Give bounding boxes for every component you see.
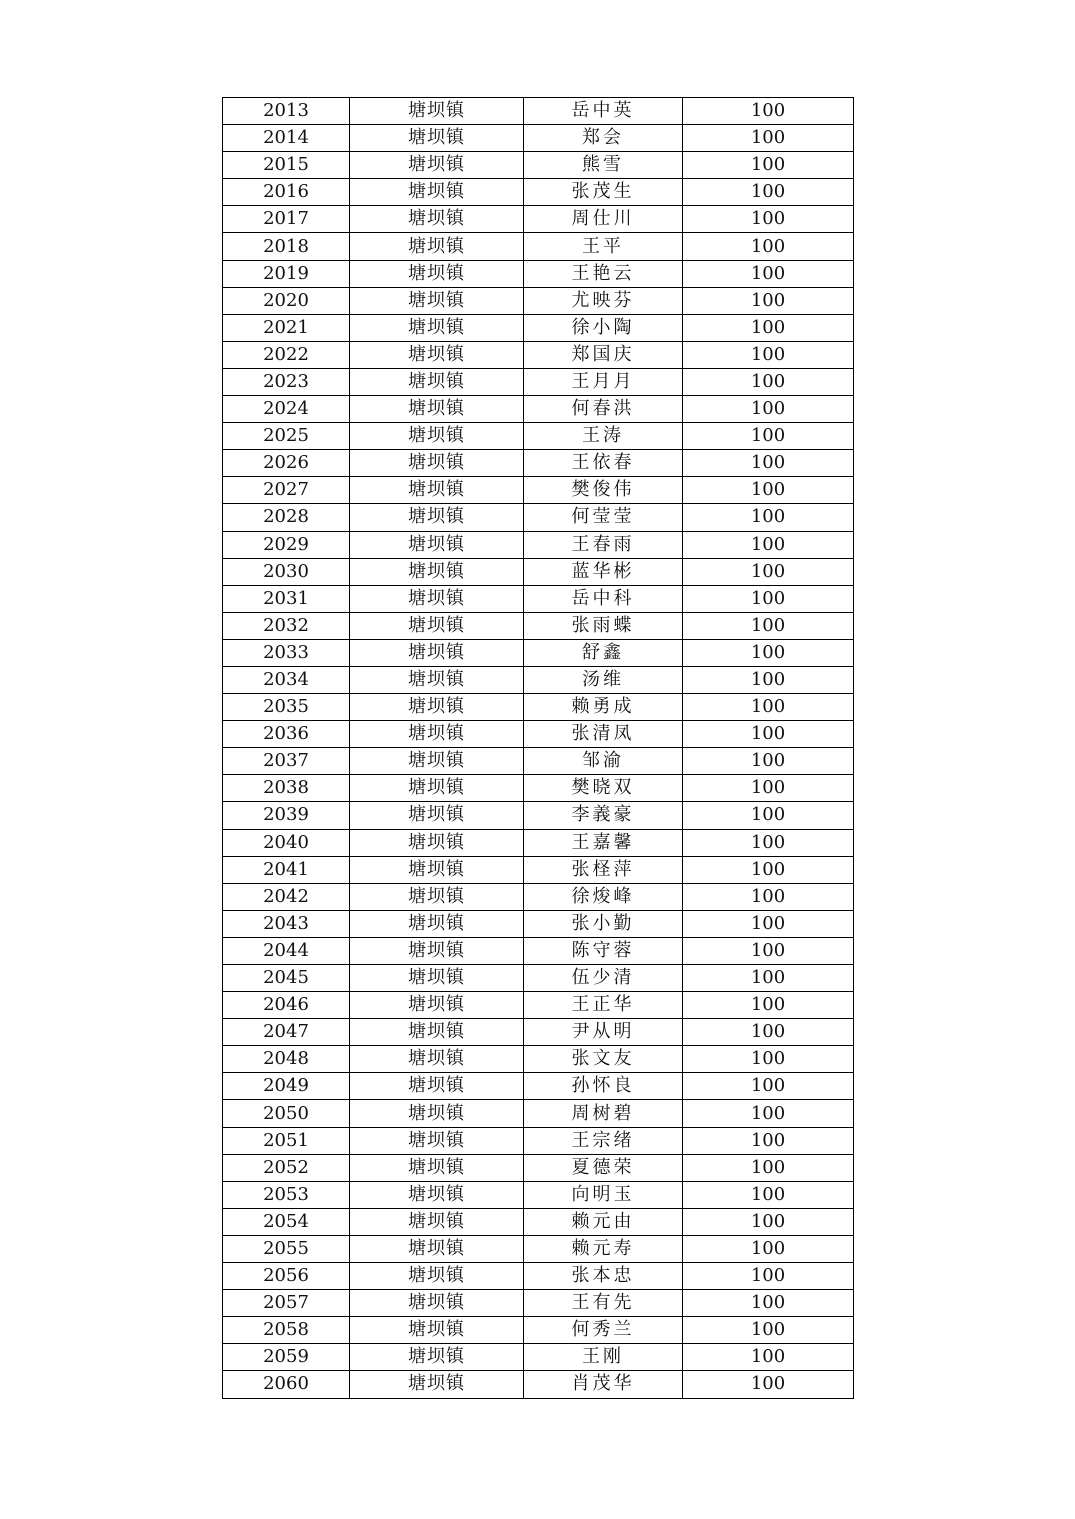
person-name-cell: 伍少清 — [524, 965, 683, 992]
amount-cell: 100 — [683, 666, 854, 693]
table-row — [223, 775, 854, 802]
table-row — [223, 558, 854, 585]
table-row — [223, 1290, 854, 1317]
person-name-cell: 王涛 — [524, 423, 683, 450]
roster-table-body — [223, 98, 854, 1399]
row-number-cell: 2047 — [223, 1019, 350, 1046]
table-row — [223, 341, 854, 368]
person-name-cell: 孙怀良 — [524, 1073, 683, 1100]
person-name-cell: 王嘉馨 — [524, 829, 683, 856]
row-number-cell: 2022 — [223, 341, 350, 368]
town-cell: 塘坝镇 — [350, 992, 524, 1019]
amount-cell: 100 — [683, 1154, 854, 1181]
town-cell: 塘坝镇 — [350, 423, 524, 450]
row-number-cell: 2055 — [223, 1235, 350, 1262]
row-number-cell: 2036 — [223, 721, 350, 748]
row-number-cell: 2046 — [223, 992, 350, 1019]
amount-cell: 100 — [683, 260, 854, 287]
town-cell: 塘坝镇 — [350, 233, 524, 260]
row-number-cell: 2031 — [223, 585, 350, 612]
person-name-cell: 张小勤 — [524, 910, 683, 937]
row-number-cell: 2049 — [223, 1073, 350, 1100]
person-name-cell: 王依春 — [524, 450, 683, 477]
town-cell: 塘坝镇 — [350, 314, 524, 341]
row-number-cell: 2018 — [223, 233, 350, 260]
row-number-cell: 2024 — [223, 396, 350, 423]
row-number-cell: 2056 — [223, 1263, 350, 1290]
town-cell: 塘坝镇 — [350, 1290, 524, 1317]
row-number-cell: 2045 — [223, 965, 350, 992]
person-name-cell: 徐焌峰 — [524, 883, 683, 910]
town-cell: 塘坝镇 — [350, 775, 524, 802]
amount-cell: 100 — [683, 423, 854, 450]
person-name-cell: 何秀兰 — [524, 1317, 683, 1344]
row-number-cell: 2051 — [223, 1127, 350, 1154]
table-row — [223, 1073, 854, 1100]
amount-cell: 100 — [683, 775, 854, 802]
amount-cell: 100 — [683, 1371, 854, 1398]
row-number-cell: 2044 — [223, 937, 350, 964]
table-row — [223, 612, 854, 639]
row-number-cell: 2039 — [223, 802, 350, 829]
table-row — [223, 1127, 854, 1154]
person-name-cell: 肖茂华 — [524, 1371, 683, 1398]
amount-cell: 100 — [683, 1263, 854, 1290]
town-cell: 塘坝镇 — [350, 910, 524, 937]
person-name-cell: 张文友 — [524, 1046, 683, 1073]
row-number-cell: 2050 — [223, 1100, 350, 1127]
row-number-cell: 2043 — [223, 910, 350, 937]
row-number-cell: 2041 — [223, 856, 350, 883]
amount-cell: 100 — [683, 396, 854, 423]
amount-cell: 100 — [683, 639, 854, 666]
town-cell: 塘坝镇 — [350, 504, 524, 531]
row-number-cell: 2037 — [223, 748, 350, 775]
person-name-cell: 赖勇成 — [524, 694, 683, 721]
table-row — [223, 477, 854, 504]
town-cell: 塘坝镇 — [350, 152, 524, 179]
town-cell: 塘坝镇 — [350, 477, 524, 504]
row-number-cell: 2013 — [223, 98, 350, 125]
person-name-cell: 李義豪 — [524, 802, 683, 829]
town-cell: 塘坝镇 — [350, 748, 524, 775]
table-row — [223, 965, 854, 992]
person-name-cell: 周仕川 — [524, 206, 683, 233]
table-row — [223, 1371, 854, 1398]
person-name-cell: 郑会 — [524, 125, 683, 152]
row-number-cell: 2040 — [223, 829, 350, 856]
amount-cell: 100 — [683, 125, 854, 152]
table-row — [223, 883, 854, 910]
town-cell: 塘坝镇 — [350, 179, 524, 206]
person-name-cell: 王有先 — [524, 1290, 683, 1317]
amount-cell: 100 — [683, 179, 854, 206]
person-name-cell: 樊俊伟 — [524, 477, 683, 504]
person-name-cell: 徐小陶 — [524, 314, 683, 341]
row-number-cell: 2054 — [223, 1208, 350, 1235]
row-number-cell: 2032 — [223, 612, 350, 639]
table-row — [223, 748, 854, 775]
amount-cell: 100 — [683, 1290, 854, 1317]
row-number-cell: 2048 — [223, 1046, 350, 1073]
table-row — [223, 694, 854, 721]
person-name-cell: 张清凤 — [524, 721, 683, 748]
town-cell: 塘坝镇 — [350, 98, 524, 125]
table-row — [223, 639, 854, 666]
person-name-cell: 王正华 — [524, 992, 683, 1019]
amount-cell: 100 — [683, 1235, 854, 1262]
table-row — [223, 504, 854, 531]
town-cell: 塘坝镇 — [350, 206, 524, 233]
roster-table — [222, 97, 854, 1399]
row-number-cell: 2052 — [223, 1154, 350, 1181]
table-row — [223, 802, 854, 829]
person-name-cell: 郑国庆 — [524, 341, 683, 368]
amount-cell: 100 — [683, 504, 854, 531]
person-name-cell: 王宗绪 — [524, 1127, 683, 1154]
town-cell: 塘坝镇 — [350, 856, 524, 883]
table-row — [223, 1235, 854, 1262]
person-name-cell: 尹从明 — [524, 1019, 683, 1046]
town-cell: 塘坝镇 — [350, 1208, 524, 1235]
amount-cell: 100 — [683, 287, 854, 314]
table-row — [223, 721, 854, 748]
table-row — [223, 1100, 854, 1127]
town-cell: 塘坝镇 — [350, 1100, 524, 1127]
table-row — [223, 1263, 854, 1290]
table-row — [223, 829, 854, 856]
person-name-cell: 张雨蝶 — [524, 612, 683, 639]
person-name-cell: 周树碧 — [524, 1100, 683, 1127]
town-cell: 塘坝镇 — [350, 1046, 524, 1073]
person-name-cell: 赖元寿 — [524, 1235, 683, 1262]
person-name-cell: 何莹莹 — [524, 504, 683, 531]
table-row — [223, 531, 854, 558]
amount-cell: 100 — [683, 1181, 854, 1208]
person-name-cell: 张本忠 — [524, 1263, 683, 1290]
town-cell: 塘坝镇 — [350, 694, 524, 721]
amount-cell: 100 — [683, 1317, 854, 1344]
amount-cell: 100 — [683, 937, 854, 964]
town-cell: 塘坝镇 — [350, 1073, 524, 1100]
amount-cell: 100 — [683, 721, 854, 748]
person-name-cell: 樊晓双 — [524, 775, 683, 802]
town-cell: 塘坝镇 — [350, 829, 524, 856]
person-name-cell: 王艳云 — [524, 260, 683, 287]
row-number-cell: 2058 — [223, 1317, 350, 1344]
table-row — [223, 1154, 854, 1181]
row-number-cell: 2028 — [223, 504, 350, 531]
person-name-cell: 岳中科 — [524, 585, 683, 612]
row-number-cell: 2030 — [223, 558, 350, 585]
town-cell: 塘坝镇 — [350, 721, 524, 748]
table-row — [223, 125, 854, 152]
row-number-cell: 2023 — [223, 368, 350, 395]
row-number-cell: 2057 — [223, 1290, 350, 1317]
person-name-cell: 汤维 — [524, 666, 683, 693]
row-number-cell: 2026 — [223, 450, 350, 477]
town-cell: 塘坝镇 — [350, 1263, 524, 1290]
person-name-cell: 赖元由 — [524, 1208, 683, 1235]
row-number-cell: 2034 — [223, 666, 350, 693]
table-row — [223, 910, 854, 937]
amount-cell: 100 — [683, 368, 854, 395]
person-name-cell: 何春洪 — [524, 396, 683, 423]
person-name-cell: 夏德荣 — [524, 1154, 683, 1181]
person-name-cell: 蓝华彬 — [524, 558, 683, 585]
amount-cell: 100 — [683, 1100, 854, 1127]
table-row — [223, 1046, 854, 1073]
town-cell: 塘坝镇 — [350, 1181, 524, 1208]
amount-cell: 100 — [683, 910, 854, 937]
table-row — [223, 233, 854, 260]
town-cell: 塘坝镇 — [350, 368, 524, 395]
amount-cell: 100 — [683, 1019, 854, 1046]
row-number-cell: 2025 — [223, 423, 350, 450]
row-number-cell: 2017 — [223, 206, 350, 233]
table-row — [223, 1344, 854, 1371]
town-cell: 塘坝镇 — [350, 802, 524, 829]
town-cell: 塘坝镇 — [350, 558, 524, 585]
amount-cell: 100 — [683, 1127, 854, 1154]
amount-cell: 100 — [683, 1344, 854, 1371]
amount-cell: 100 — [683, 1073, 854, 1100]
town-cell: 塘坝镇 — [350, 612, 524, 639]
row-number-cell: 2014 — [223, 125, 350, 152]
town-cell: 塘坝镇 — [350, 125, 524, 152]
town-cell: 塘坝镇 — [350, 531, 524, 558]
town-cell: 塘坝镇 — [350, 450, 524, 477]
table-row — [223, 585, 854, 612]
person-name-cell: 陈守蓉 — [524, 937, 683, 964]
amount-cell: 100 — [683, 531, 854, 558]
table-row — [223, 937, 854, 964]
town-cell: 塘坝镇 — [350, 585, 524, 612]
town-cell: 塘坝镇 — [350, 965, 524, 992]
amount-cell: 100 — [683, 829, 854, 856]
amount-cell: 100 — [683, 558, 854, 585]
table-row — [223, 1181, 854, 1208]
table-row — [223, 314, 854, 341]
row-number-cell: 2016 — [223, 179, 350, 206]
row-number-cell: 2015 — [223, 152, 350, 179]
amount-cell: 100 — [683, 748, 854, 775]
row-number-cell: 2060 — [223, 1371, 350, 1398]
amount-cell: 100 — [683, 1046, 854, 1073]
town-cell: 塘坝镇 — [350, 396, 524, 423]
amount-cell: 100 — [683, 965, 854, 992]
town-cell: 塘坝镇 — [350, 1317, 524, 1344]
table-row — [223, 260, 854, 287]
person-name-cell: 尤映芬 — [524, 287, 683, 314]
table-row — [223, 368, 854, 395]
amount-cell: 100 — [683, 694, 854, 721]
town-cell: 塘坝镇 — [350, 1371, 524, 1398]
amount-cell: 100 — [683, 856, 854, 883]
amount-cell: 100 — [683, 314, 854, 341]
person-name-cell: 向明玉 — [524, 1181, 683, 1208]
amount-cell: 100 — [683, 152, 854, 179]
person-name-cell: 张柽萍 — [524, 856, 683, 883]
table-row — [223, 98, 854, 125]
table-row — [223, 992, 854, 1019]
table-row — [223, 396, 854, 423]
town-cell: 塘坝镇 — [350, 260, 524, 287]
amount-cell: 100 — [683, 477, 854, 504]
person-name-cell: 王月月 — [524, 368, 683, 395]
person-name-cell: 王春雨 — [524, 531, 683, 558]
amount-cell: 100 — [683, 1208, 854, 1235]
person-name-cell: 邹渝 — [524, 748, 683, 775]
row-number-cell: 2059 — [223, 1344, 350, 1371]
town-cell: 塘坝镇 — [350, 1127, 524, 1154]
amount-cell: 100 — [683, 206, 854, 233]
table-row — [223, 856, 854, 883]
row-number-cell: 2020 — [223, 287, 350, 314]
town-cell: 塘坝镇 — [350, 1154, 524, 1181]
amount-cell: 100 — [683, 233, 854, 260]
person-name-cell: 舒鑫 — [524, 639, 683, 666]
row-number-cell: 2029 — [223, 531, 350, 558]
row-number-cell: 2038 — [223, 775, 350, 802]
person-name-cell: 熊雪 — [524, 152, 683, 179]
row-number-cell: 2053 — [223, 1181, 350, 1208]
town-cell: 塘坝镇 — [350, 883, 524, 910]
amount-cell: 100 — [683, 98, 854, 125]
table-row — [223, 1208, 854, 1235]
amount-cell: 100 — [683, 802, 854, 829]
town-cell: 塘坝镇 — [350, 287, 524, 314]
table-row — [223, 152, 854, 179]
row-number-cell: 2042 — [223, 883, 350, 910]
town-cell: 塘坝镇 — [350, 639, 524, 666]
table-row — [223, 423, 854, 450]
amount-cell: 100 — [683, 585, 854, 612]
table-row — [223, 287, 854, 314]
amount-cell: 100 — [683, 612, 854, 639]
person-name-cell: 张茂生 — [524, 179, 683, 206]
town-cell: 塘坝镇 — [350, 341, 524, 368]
person-name-cell: 王刚 — [524, 1344, 683, 1371]
table-row — [223, 206, 854, 233]
table-row — [223, 666, 854, 693]
table-row — [223, 450, 854, 477]
table-row — [223, 179, 854, 206]
row-number-cell: 2035 — [223, 694, 350, 721]
amount-cell: 100 — [683, 341, 854, 368]
amount-cell: 100 — [683, 992, 854, 1019]
town-cell: 塘坝镇 — [350, 1344, 524, 1371]
person-name-cell: 岳中英 — [524, 98, 683, 125]
town-cell: 塘坝镇 — [350, 1019, 524, 1046]
town-cell: 塘坝镇 — [350, 937, 524, 964]
row-number-cell: 2019 — [223, 260, 350, 287]
row-number-cell: 2027 — [223, 477, 350, 504]
town-cell: 塘坝镇 — [350, 666, 524, 693]
table-row — [223, 1019, 854, 1046]
row-number-cell: 2021 — [223, 314, 350, 341]
amount-cell: 100 — [683, 450, 854, 477]
person-name-cell: 王平 — [524, 233, 683, 260]
town-cell: 塘坝镇 — [350, 1235, 524, 1262]
table-row — [223, 1317, 854, 1344]
row-number-cell: 2033 — [223, 639, 350, 666]
amount-cell: 100 — [683, 883, 854, 910]
